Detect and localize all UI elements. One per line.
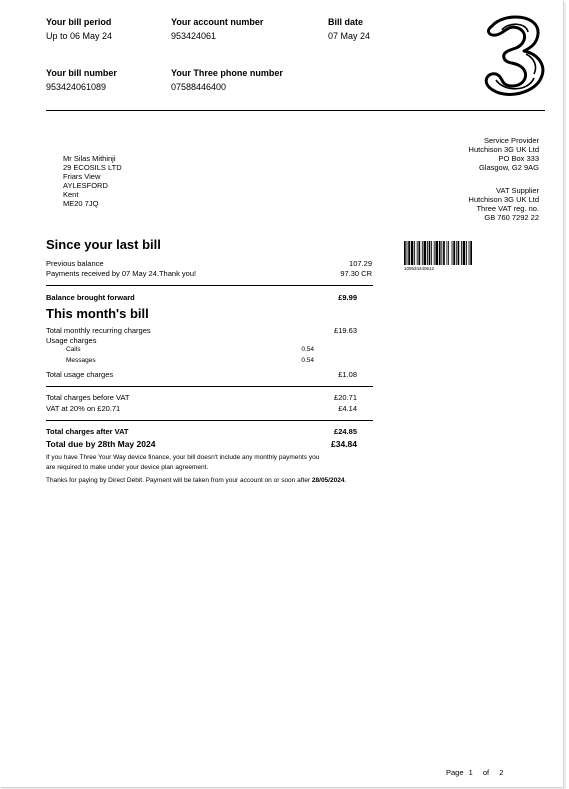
recurring-charges-label: Total monthly recurring charges xyxy=(46,326,151,335)
balance-forward-value: £9.99 xyxy=(338,293,357,302)
account-number-label: Your account number xyxy=(171,17,264,27)
messages-value: 0.54 xyxy=(301,357,314,364)
before-vat-value: £20.71 xyxy=(334,393,357,402)
address-line: Hutchison 3G UK Ltd xyxy=(468,195,539,204)
previous-balance-label: Previous balance xyxy=(46,259,104,268)
after-vat-value: £24.85 xyxy=(334,427,357,436)
total-due-label: Total due by 28th May 2024 xyxy=(46,439,156,449)
direct-debit-text: Thanks for paying by Direct Debit. Payment will be taken from your account on or soon after xyxy=(46,477,312,484)
vat-supplier-address xyxy=(469,186,539,222)
address-line: GB 760 7292 22 xyxy=(484,213,539,222)
direct-debit-end: . xyxy=(344,477,347,484)
address-line: Three VAT reg. no. xyxy=(476,204,539,213)
vat-label: VAT at 20% on £20.71 xyxy=(46,404,121,413)
total-usage-value: £1.08 xyxy=(338,370,357,379)
vat-value: £4.14 xyxy=(338,404,357,413)
bill-date-value: 07 May 24 xyxy=(328,31,371,41)
service-provider-address xyxy=(469,136,539,172)
barcode-number: 109534240612 xyxy=(404,266,435,271)
header-divider xyxy=(46,110,545,111)
barcode-icon xyxy=(404,241,496,265)
address-line: Glasgow, G2 9AG xyxy=(478,163,539,172)
direct-debit-note xyxy=(46,476,346,486)
note-line: If you have Three Your Way device finance, your bill doesn't include any monthly payments you xyxy=(46,454,320,461)
address-line: Hutchison 3G UK Ltd xyxy=(468,145,539,154)
this-month-title: This month's bill xyxy=(46,306,149,321)
bill-number-label: Your bill number xyxy=(46,68,117,78)
device-finance-note xyxy=(46,453,319,473)
phone-number-label: Your Three phone number xyxy=(171,68,283,78)
previous-balance-value: 107.29 xyxy=(349,259,372,268)
messages-label: Messages xyxy=(66,357,96,364)
address-line: Friars View xyxy=(63,172,101,181)
page-total: 2 xyxy=(499,768,504,777)
recurring-charges-value: £19.63 xyxy=(334,326,357,335)
bill-period-value: Up to 06 May 24 xyxy=(46,31,113,41)
page-current: 1 xyxy=(468,768,473,777)
total-usage-label: Total usage charges xyxy=(46,370,114,379)
section-divider xyxy=(46,420,373,421)
bill-date-label: Bill date xyxy=(328,17,364,27)
address-line: VAT Supplier xyxy=(496,186,539,195)
section-divider xyxy=(46,285,373,286)
after-vat-label: Total charges after VAT xyxy=(46,427,129,436)
three-logo-icon xyxy=(474,10,554,100)
address-line: AYLESFORD xyxy=(63,181,108,190)
account-number-value: 953424061 xyxy=(171,31,217,41)
address-line: 29 ECOSILS LTD xyxy=(63,163,122,172)
usage-charges-label: Usage charges xyxy=(46,336,97,345)
before-vat-label: Total charges before VAT xyxy=(46,393,130,402)
total-due-value: £34.84 xyxy=(331,439,357,449)
bill-period-label: Your bill period xyxy=(46,17,112,27)
bill-number-value: 953424061089 xyxy=(46,82,107,92)
calls-value: 0.54 xyxy=(301,346,314,353)
of-label: of xyxy=(482,768,490,777)
calls-label: Calls xyxy=(66,346,81,353)
page-label: Page xyxy=(446,768,464,777)
address-line: PO Box 333 xyxy=(498,154,539,163)
address-line: Service Provider xyxy=(483,136,539,145)
customer-address xyxy=(63,154,122,208)
direct-debit-date: 28/05/2024 xyxy=(311,477,345,484)
payments-received-value: 97.30 CR xyxy=(340,269,372,278)
payments-received-label: Payments received by 07 May 24.Thank you! xyxy=(46,269,197,278)
since-last-bill-title: Since your last bill xyxy=(46,237,161,252)
address-line: ME20 7JQ xyxy=(63,199,99,208)
section-divider xyxy=(46,386,373,387)
page-number xyxy=(446,768,503,777)
address-line: Kent xyxy=(63,190,79,199)
phone-number-value: 07588446400 xyxy=(171,82,227,92)
note-line: are required to make under your device plan agreement. xyxy=(46,464,209,471)
balance-forward-label: Balance brought forward xyxy=(46,293,135,302)
address-line: Mr Silas Mithinji xyxy=(63,154,116,163)
